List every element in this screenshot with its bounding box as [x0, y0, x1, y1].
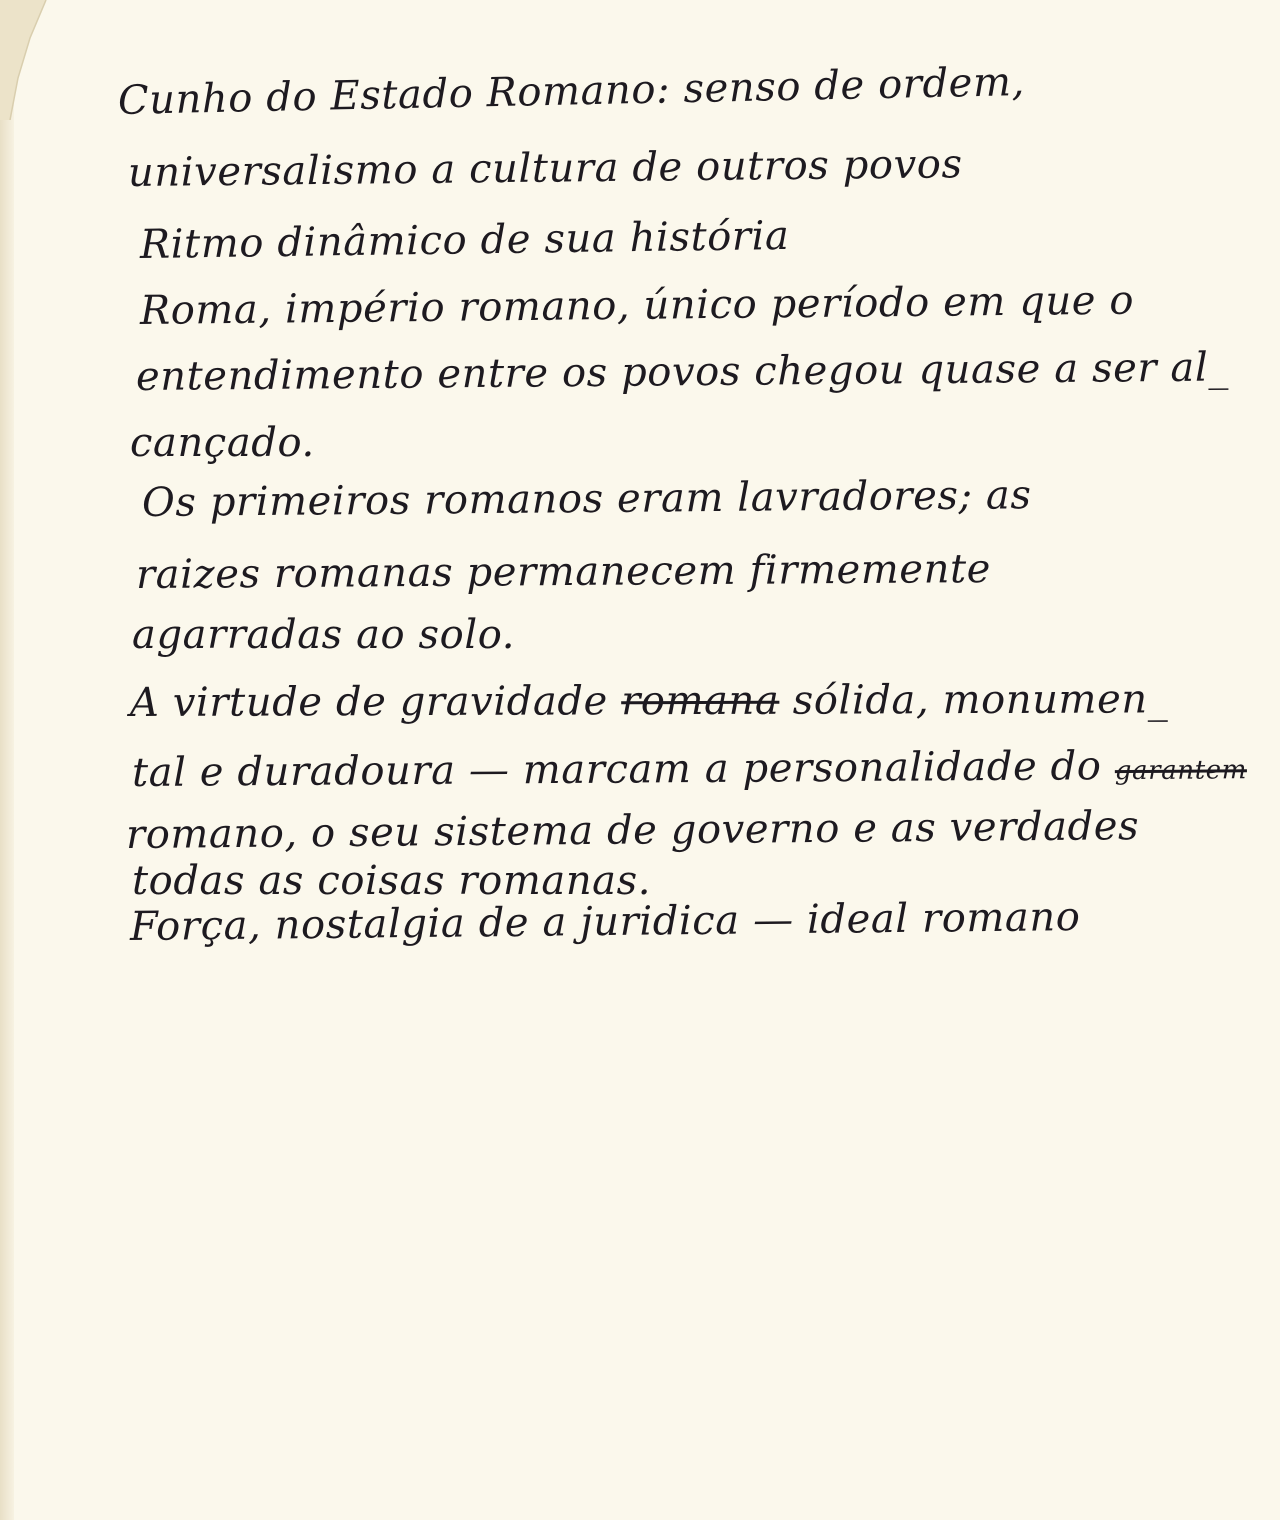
note-line-4: Roma, império romano, único período em que o	[139, 277, 1135, 334]
note-line-8: raizes romanas permanecem firmemente	[135, 546, 992, 598]
note-line-10-start: A virtude de gravidade	[129, 678, 608, 726]
note-line-5: entendimento entre os povos chegou quase a ser al_	[135, 344, 1230, 400]
note-line-14: Força, nostalgia de a juridica — ideal romano	[129, 894, 1081, 950]
note-line-10	[130, 676, 1168, 726]
note-line-10-end: sólida, monumen_	[792, 676, 1169, 724]
note-line-3: Ritmo dinâmico de sua história	[139, 212, 790, 268]
note-line-11	[132, 742, 1247, 796]
note-line-6: cançado.	[130, 420, 315, 466]
note-line-9: agarradas ao solo.	[132, 612, 516, 658]
note-line-1: Cunho do Estado Romano: senso de ordem,	[117, 59, 1026, 124]
note-line-12: romano, o seu sistema de governo e as verdades	[125, 803, 1140, 858]
note-line-11-text: tal e duradoura — marcam a personalidade do	[131, 743, 1102, 796]
struck-word-1: romana	[621, 677, 780, 725]
note-line-2: universalismo a cultura de outros povos	[127, 141, 963, 196]
note-line-13: todas as coisas romanas.	[132, 858, 652, 904]
note-line-7: Os primeiros romanos eram lavradores; as	[141, 472, 1032, 526]
struck-word-2: garantem	[1114, 755, 1248, 787]
